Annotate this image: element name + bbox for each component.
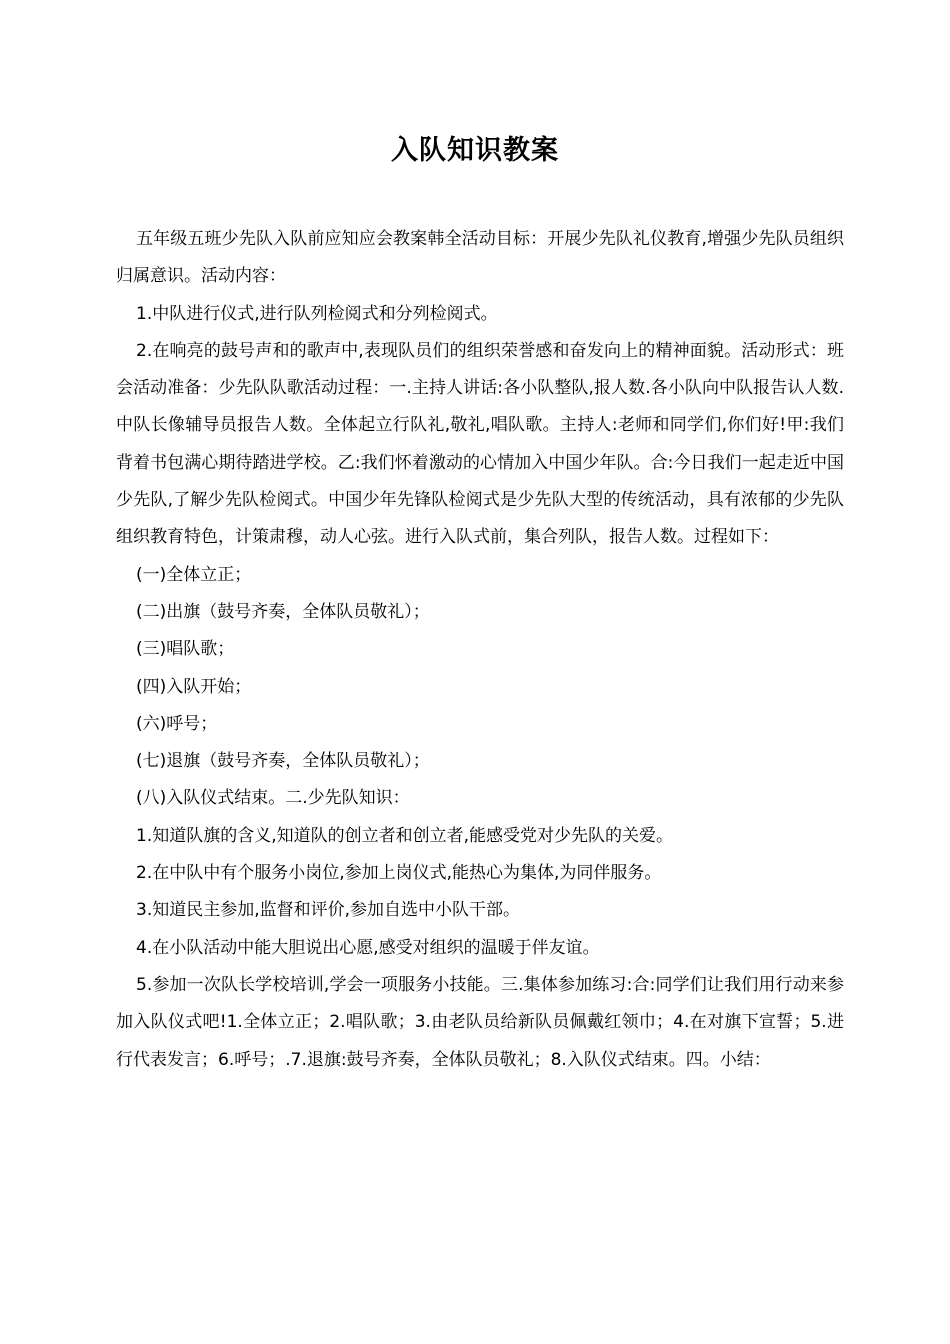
paragraph-step-8: (八)入队仪式结束。二.少先队知识：	[136, 788, 410, 809]
paragraph-knowledge-3: 3.知道民主参加,监督和评价,参加自选中小队干部。	[136, 900, 521, 921]
paragraph-intro: 五年级五班少先队入队前应知应会教案韩全活动目标：开展少先队礼仪教育,增强少先队员组织归属意识。活动内容：	[116, 229, 844, 287]
document-title: 入队知识教案	[391, 135, 559, 166]
paragraph-step-4: (四)入队开始；	[136, 676, 252, 697]
document-body	[116, 221, 844, 1079]
paragraph-step-6: (六)呼号；	[136, 713, 218, 734]
paragraph-content-1: 1.中队进行仪式,进行队列检阅式和分列检阅式。	[136, 303, 498, 324]
paragraph-knowledge-5: 5.参加一次队长学校培训,学会一项服务小技能。三.集体参加练习:合:同学们让我们用行动来参加入队仪式吧!1.全体立正；2.唱队歌；3.由老队员给新队员佩戴红领巾；4.在对旗下宣誓；5.进行代表发言；6.呼号；.7.退旗:鼓号齐奏，全体队员敬礼；8.入队仪式结束。四。小结：	[116, 974, 844, 1070]
paragraph-content-2: 2.在响亮的鼓号声和的歌声中,表现队员们的组织荣誉感和奋发向上的精神面貌。活动形式：班会活动准备：少先队队歌活动过程：一.主持人讲话:各小队整队,报人数.各小队向中队报告认人数.中队长像辅导员报告人数。全体起立行队礼,敬礼,唱队歌。主持人:老师和同学们,你们好!甲:我们背着书包满心期待踏进学校。乙:我们怀着激动的心情加入中国少年队。合:今日我们一起走近中国少先队,了解少先队检阅式。中国少年先锋队检阅式是少先队大型的传统活动，具有浓郁的少先队组织教育特色，计策肃穆，动人心弦。进行入队式前，集合列队，报告人数。过程如下：	[116, 340, 844, 548]
paragraph-knowledge-1: 1.知道队旗的含义,知道队的创立者和创立者,能感受党对少先队的关爱。	[136, 825, 674, 846]
paragraph-knowledge-4: 4.在小队活动中能大胆说出心愿,感受对组织的温暖于伴友谊。	[136, 937, 600, 958]
paragraph-knowledge-2: 2.在中队中有个服务小岗位,参加上岗仪式,能热心为集体,为同伴服务。	[136, 863, 662, 884]
paragraph-step-2: (二)出旗（鼓号齐奏，全体队员敬礼）；	[136, 601, 430, 622]
paragraph-step-7: (七)退旗（鼓号齐奏，全体队员敬礼）；	[136, 751, 430, 772]
paragraph-step-1: (一)全体立正；	[136, 564, 252, 585]
paragraph-step-3: (三)唱队歌；	[136, 639, 235, 660]
